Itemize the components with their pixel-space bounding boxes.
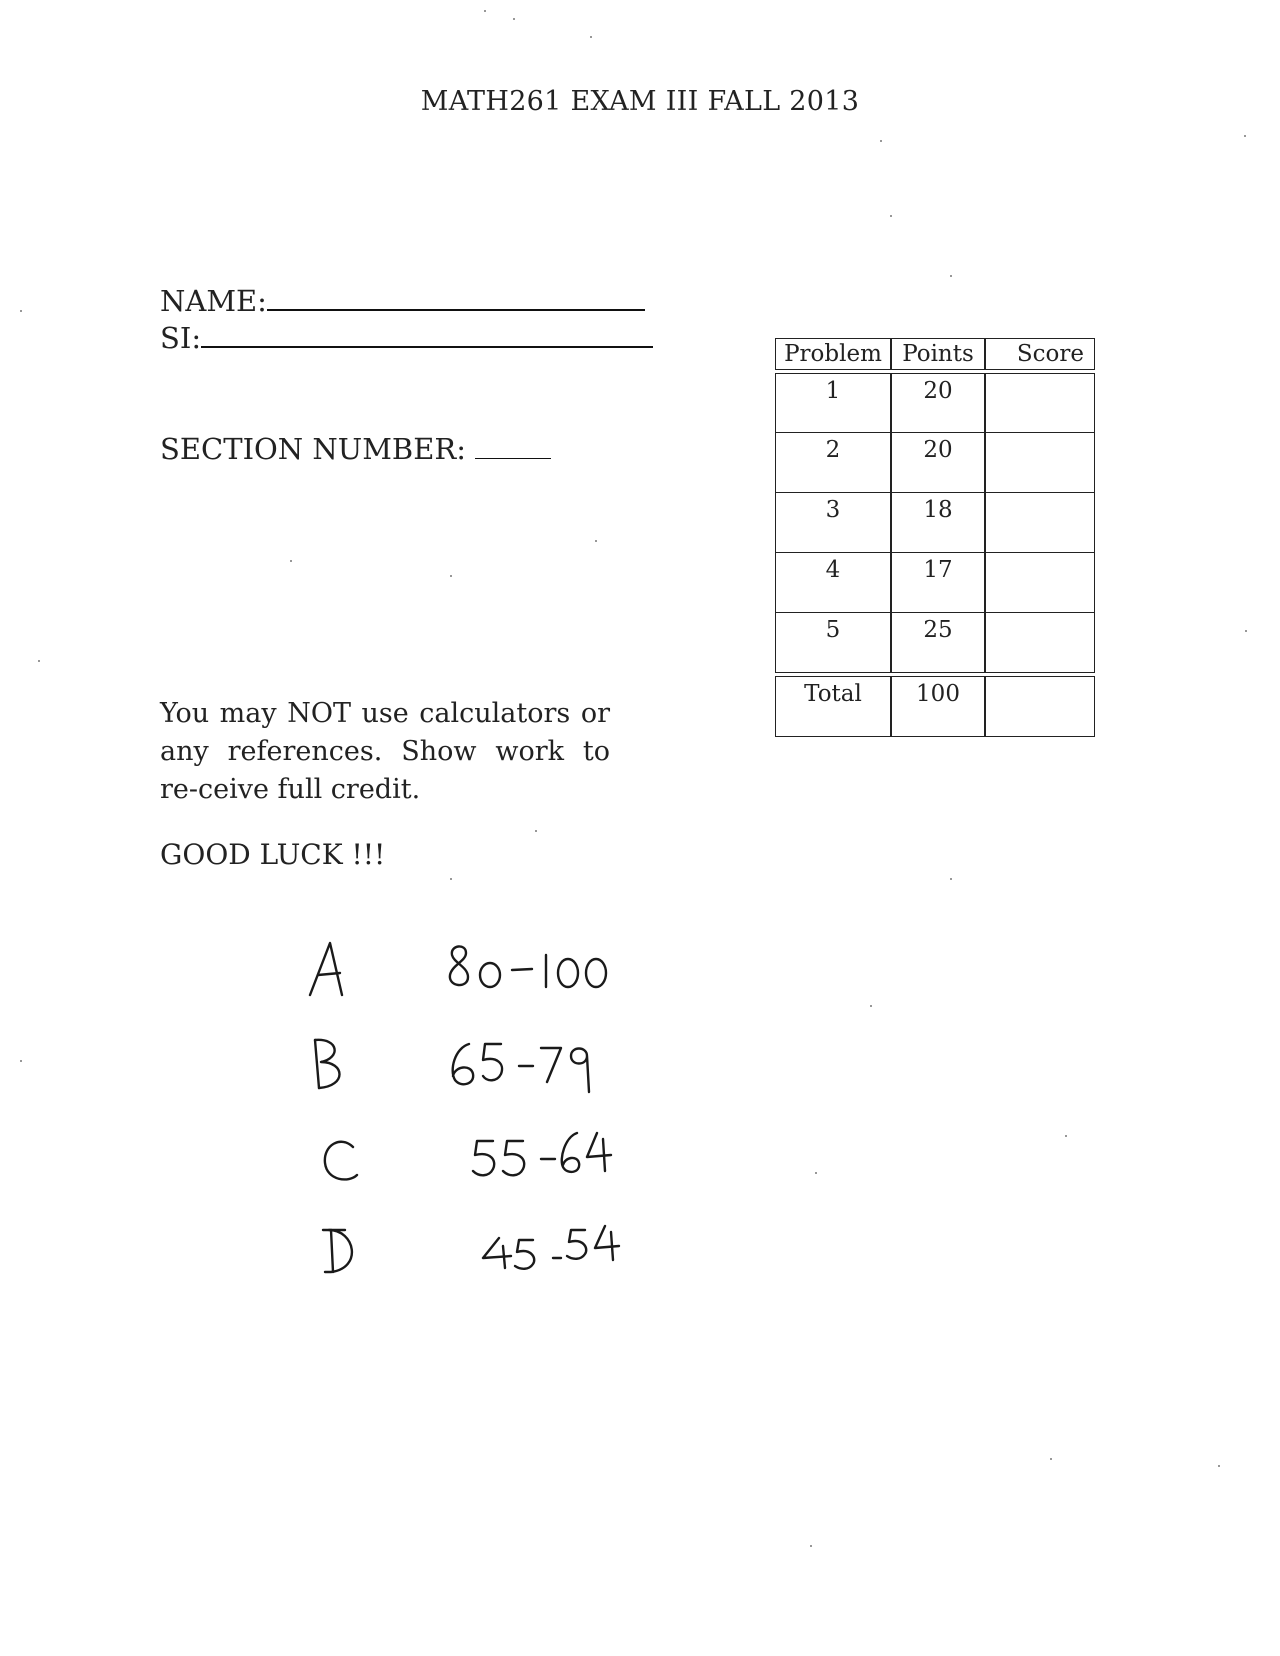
si-blank[interactable]	[201, 320, 653, 348]
problem-score[interactable]	[985, 613, 1095, 673]
section-number-field	[160, 432, 551, 466]
scan-speck	[20, 1060, 22, 1062]
scan-speck	[950, 878, 952, 880]
scan-speck	[20, 310, 22, 312]
scan-speck	[450, 575, 452, 577]
scan-speck	[1050, 1458, 1052, 1460]
table-row	[775, 613, 1095, 673]
scan-speck	[513, 18, 515, 20]
section-number-label: SECTION NUMBER:	[160, 432, 466, 466]
good-luck-text: GOOD LUCK !!!	[160, 838, 386, 871]
name-field	[160, 283, 645, 318]
si-label: SI:	[160, 321, 202, 355]
table-row	[775, 373, 1095, 433]
header-points: Points	[891, 338, 985, 370]
scan-speck	[484, 10, 486, 12]
problem-points: 25	[891, 613, 985, 673]
scan-speck	[595, 540, 597, 542]
total-row	[775, 676, 1095, 737]
table-row	[775, 433, 1095, 493]
scan-speck	[1218, 1465, 1220, 1467]
problem-points: 20	[891, 373, 985, 433]
scan-speck	[1245, 630, 1247, 632]
problem-points: 17	[891, 553, 985, 613]
problem-points: 18	[891, 493, 985, 553]
name-blank[interactable]	[267, 283, 645, 311]
problem-score[interactable]	[985, 553, 1095, 613]
scan-speck	[1065, 1135, 1067, 1137]
scan-speck	[450, 878, 452, 880]
problem-score[interactable]	[985, 433, 1095, 493]
scan-speck	[950, 275, 952, 277]
scan-speck	[880, 140, 882, 142]
name-label: NAME:	[160, 284, 267, 318]
scan-speck	[590, 36, 592, 38]
problem-number: 4	[775, 553, 891, 613]
scan-speck	[890, 215, 892, 217]
scan-speck	[1244, 135, 1246, 137]
header-score: Score	[985, 338, 1095, 370]
problem-number: 2	[775, 433, 891, 493]
total-label: Total	[775, 676, 891, 737]
instructions: You may NOT use calculators or any references. Show work to re-ceive full credit.	[160, 698, 610, 805]
problem-number: 3	[775, 493, 891, 553]
handwritten-grade-c	[315, 1125, 735, 1199]
problem-number: 5	[775, 613, 891, 673]
problem-score[interactable]	[985, 373, 1095, 433]
problem-points: 20	[891, 433, 985, 493]
scan-speck	[815, 1172, 817, 1174]
scan-speck	[870, 1005, 872, 1007]
scan-speck	[535, 830, 537, 832]
problem-score[interactable]	[985, 493, 1095, 553]
table-row	[775, 493, 1095, 553]
handwritten-grade-b	[305, 1030, 725, 1104]
handwritten-grade-a	[300, 935, 720, 1009]
si-field	[160, 320, 653, 355]
scan-speck	[38, 660, 40, 662]
exam-title: MATH261 EXAM III FALL 2013	[420, 86, 860, 117]
problem-number: 1	[775, 373, 891, 433]
handwritten-grade-d	[315, 1218, 735, 1292]
score-table-header	[775, 338, 1095, 370]
section-number-blank[interactable]	[475, 438, 551, 459]
table-row	[775, 553, 1095, 613]
scan-speck	[810, 1545, 812, 1547]
scan-speck	[290, 560, 292, 562]
header-problem: Problem	[775, 338, 891, 370]
total-score[interactable]	[985, 676, 1095, 737]
score-table	[775, 338, 1095, 737]
total-points: 100	[891, 676, 985, 737]
